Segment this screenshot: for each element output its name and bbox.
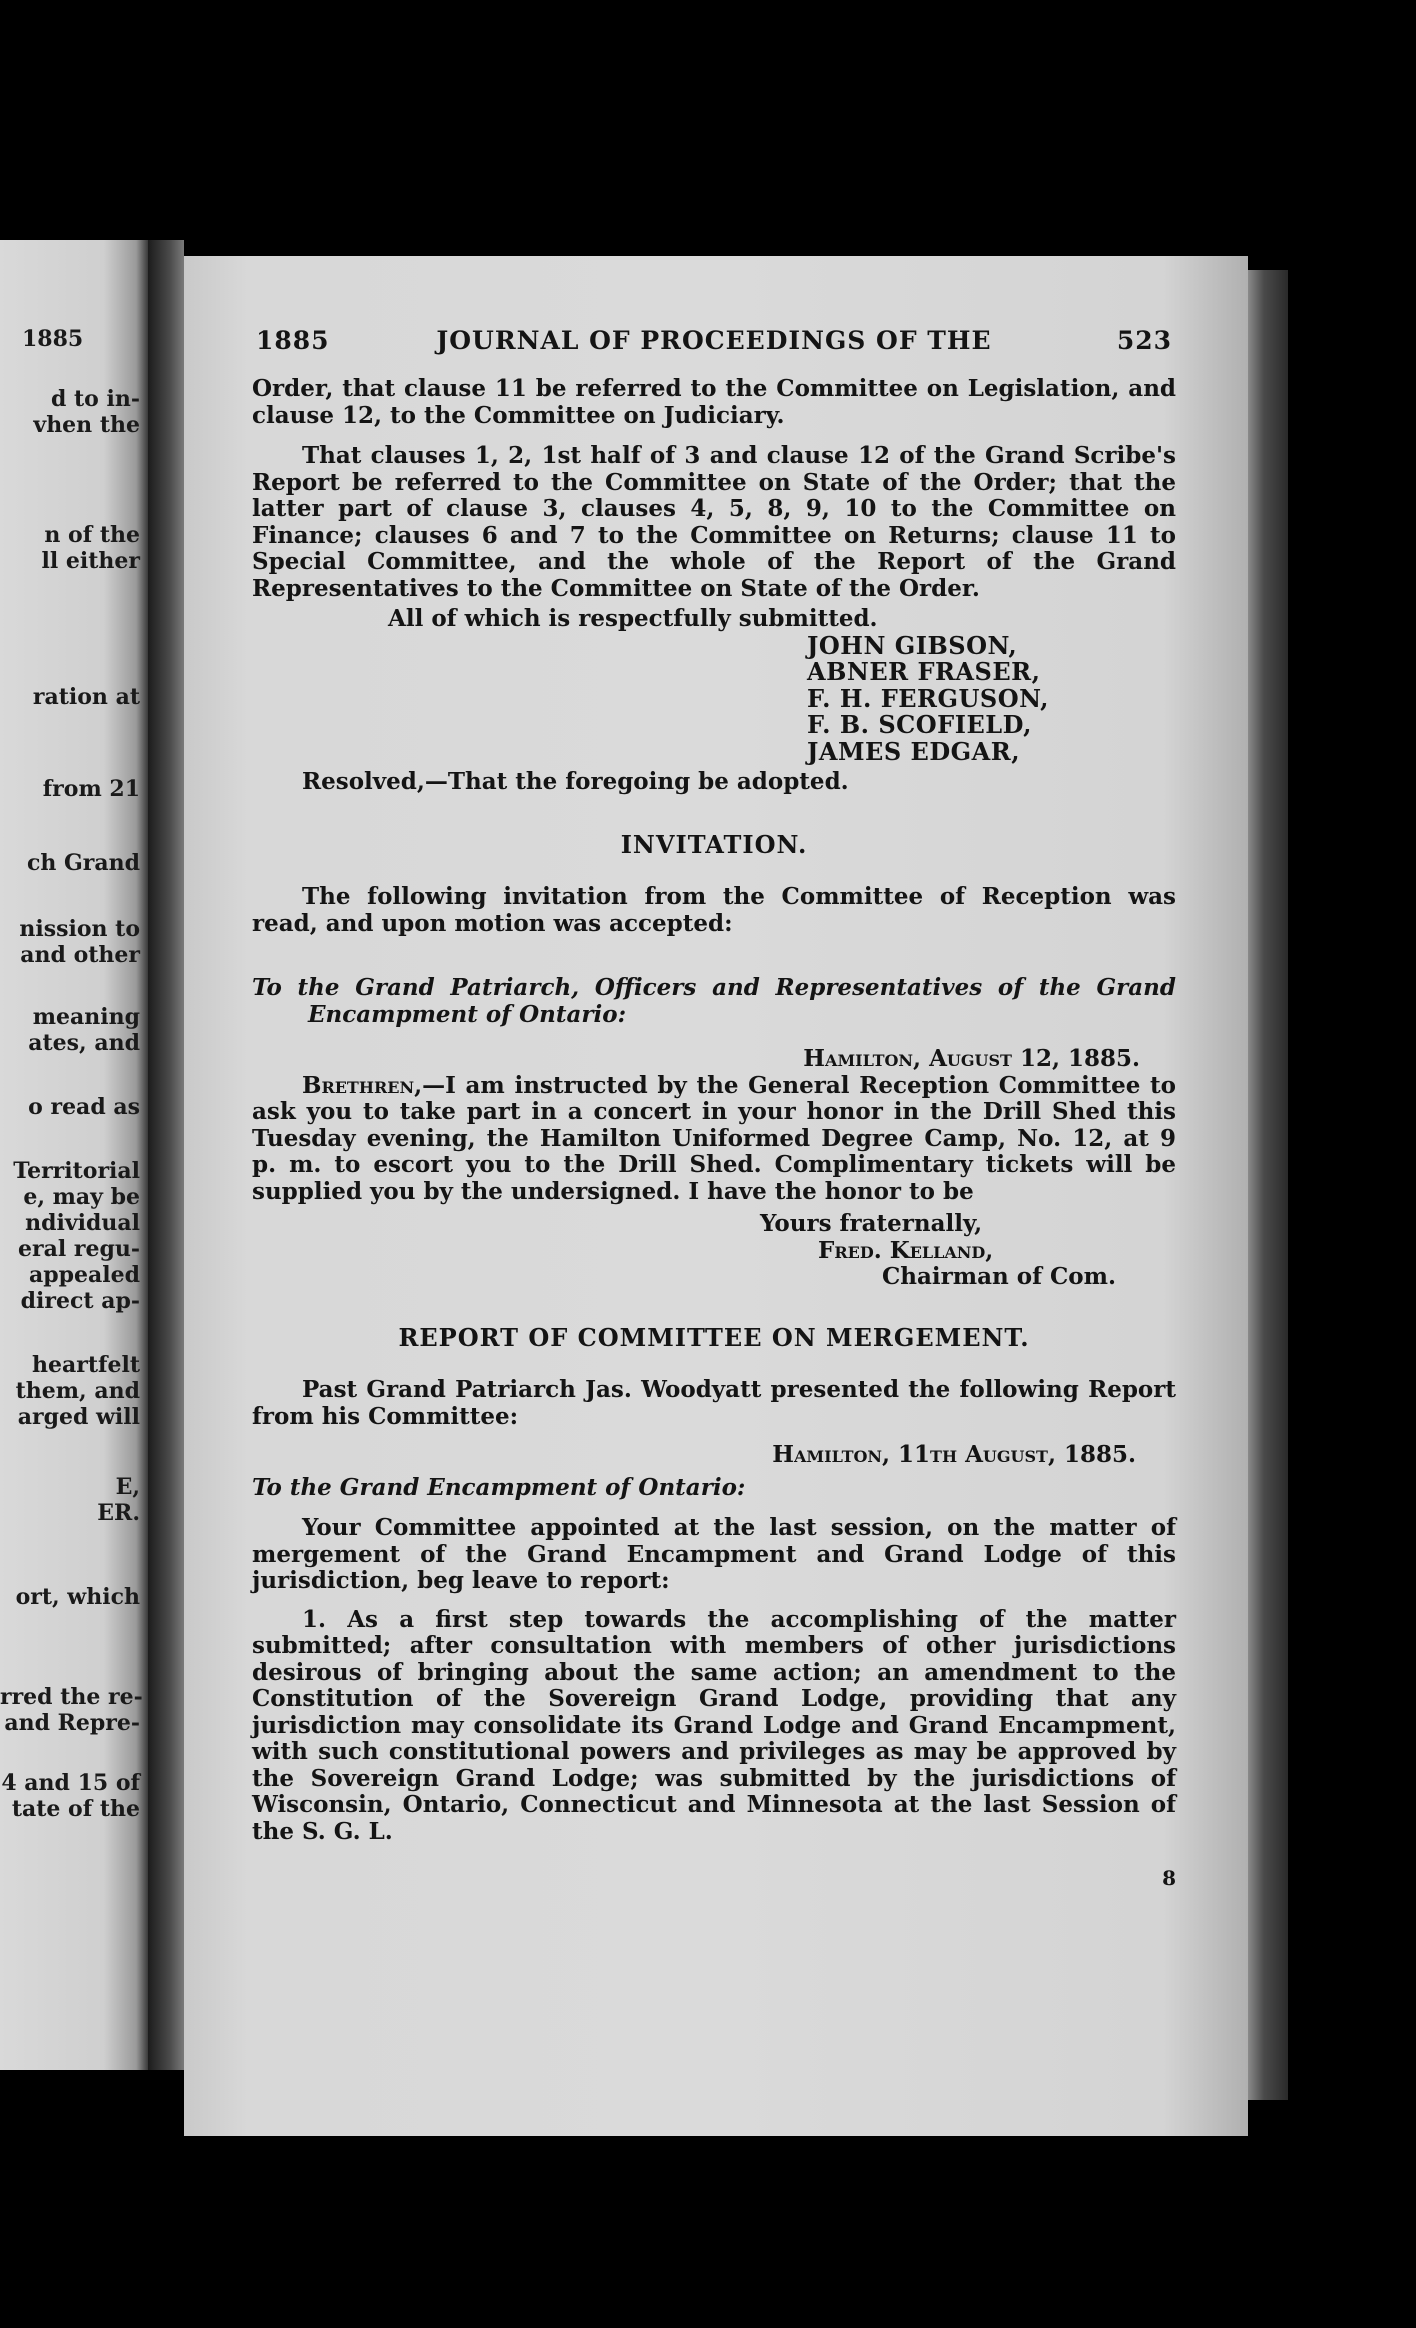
mergement-paragraph: Your Committee appointed at the last session, on the matter of mergement of the Grand Encampment and Grand Lodge of this jurisdiction, beg leave to report: [252, 1514, 1176, 1594]
invitation-intro: The following invitation from the Committee of Reception was read, and upon motion was accepted: [252, 883, 1176, 937]
invitation-dateline: Hamilton, August 12, 1885. [803, 1045, 1140, 1072]
left-page-fragment: ll either [41, 548, 140, 574]
signatory-list [807, 630, 1176, 766]
left-page-fragment: ort, which [15, 1584, 140, 1610]
left-page-fragment: tate of the [11, 1796, 140, 1822]
left-page-fragment: from 21 [42, 776, 140, 802]
invitation-address: To the Grand Patriarch, Officers and Representatives of the Grand Encampment of Ontario: [252, 974, 1176, 1028]
signatory: ABNER FRASER, [807, 657, 1041, 686]
closing-name: Fred. Kelland, [818, 1236, 994, 1264]
left-page-fragment: ndividual [25, 1210, 140, 1236]
left-page-fragment: meaning [32, 1004, 140, 1030]
mergement-dateline: Hamilton, 11th August, 1885. [772, 1441, 1136, 1468]
journal-page [184, 256, 1248, 2136]
left-page-fragment: appealed [28, 1262, 140, 1288]
left-page-fragment: ch Grand [26, 850, 140, 876]
book-gutter [148, 240, 184, 2070]
left-page-fragment: vhen the [33, 412, 140, 438]
left-page-fragment: rred the re- [0, 1684, 143, 1710]
left-page-fragment: arged will [17, 1404, 140, 1430]
page-body [252, 376, 1176, 1845]
left-page-fragment: n of the [44, 522, 140, 548]
invitation-text: —I am instructed by the General Reception Committee to ask you to take part in a concert in your honor in the Drill Shed this Tuesday evening, the Hamilton Uniformed Degree Camp, No. 12, at 9 p. m. to escort you to the Drill Shed. Complimentary tickets will be supplied you by the undersigned. I have the honor to be [252, 1071, 1176, 1205]
left-page-fragment: heartfelt [32, 1352, 140, 1378]
left-page-fragment: them, and [15, 1378, 140, 1404]
mergement-heading: REPORT OF COMMITTEE ON MERGEMENT. [398, 1322, 1030, 1352]
running-head [256, 326, 1172, 362]
left-page-fragment: nission to [19, 916, 140, 942]
left-page-fragment: E, [115, 1474, 140, 1500]
left-page-fragment: direct ap- [20, 1288, 140, 1314]
mergement-item-1: 1. As a first step towards the accomplishing of the matter submitted; after consultation with members of other jurisdictions desirous of bringing about the same action; an amendment to the Constitution of the Sovereign Grand Lodge, providing that any jurisdiction may consolidate its Grand Lodge and Grand Encampment, with such constitutional powers and privileges as may be approved by the Sovereign Grand Lodge; was submitted by the jurisdictions of Wisconsin, Ontario, Connecticut and Minnesota at the last Session of the S. G. L. [252, 1605, 1176, 1845]
signatory: F. H. FERGUSON, [807, 683, 1049, 713]
header-title: JOURNAL OF PROCEEDINGS OF THE [436, 326, 992, 355]
left-page [0, 240, 148, 2070]
paragraph-clauses: That clauses 1, 2, 1st half of 3 and clause 12 of the Grand Scribe's Report be referred to the Committee on State of the Order; that the latter part of clause 3, clauses 4, 5, 8, 9, 10 to the Committee on Finance; clauses 6 and 7 to the Committee on Returns; clause 11 to Special Committee, and the whole of the Report of the Grand Representatives to the Committee on State of the Order. [252, 442, 1176, 602]
closing-title: Chairman of Com. [882, 1263, 1116, 1290]
left-page-fragment: d to in- [50, 386, 140, 412]
signature-mark: 8 [1162, 1866, 1176, 1890]
page-number: 523 [1116, 326, 1172, 355]
page-edge [1248, 270, 1288, 2100]
paragraph-order: Order, that clause 11 be referred to the Committee on Legislation, and clause 12, to the Committee on Judiciary. [252, 375, 1176, 429]
left-page-fragment: ration at [32, 684, 140, 710]
left-page-fragment: ER. [97, 1500, 140, 1526]
signatory: JAMES EDGAR, [807, 736, 1021, 766]
left-page-fragment: and other [20, 942, 140, 968]
left-page-fragment: o read as [28, 1094, 140, 1120]
left-page-fragment: Territorial [13, 1158, 140, 1184]
invitation-heading: INVITATION. [620, 829, 808, 859]
mergement-address: To the Grand Encampment of Ontario: [252, 1473, 746, 1501]
closing: Yours fraternally, [760, 1210, 983, 1237]
left-page-fragment: ates, and [28, 1030, 140, 1056]
signatory: JOHN GIBSON, [807, 630, 1018, 660]
left-page-fragment: e, may be [23, 1184, 140, 1210]
submitted-line: All of which is respectfully submitted. [388, 605, 878, 632]
invitation-body [252, 1073, 1176, 1206]
header-year: 1885 [256, 326, 330, 355]
salutation: Brethren, [302, 1071, 423, 1099]
left-page-fragment: and Repre- [4, 1710, 140, 1736]
signatory: F. B. SCOFIELD, [807, 710, 1032, 739]
left-page-fragment: 4 and 15 of [1, 1770, 140, 1796]
resolved-line: Resolved,—That the foregoing be adopted. [302, 768, 849, 795]
left-page-fragment: eral regu- [18, 1236, 140, 1262]
mergement-intro: Past Grand Patriarch Jas. Woodyatt presented the following Report from his Committee: [252, 1376, 1176, 1430]
left-page-year: 1885 [22, 326, 84, 352]
